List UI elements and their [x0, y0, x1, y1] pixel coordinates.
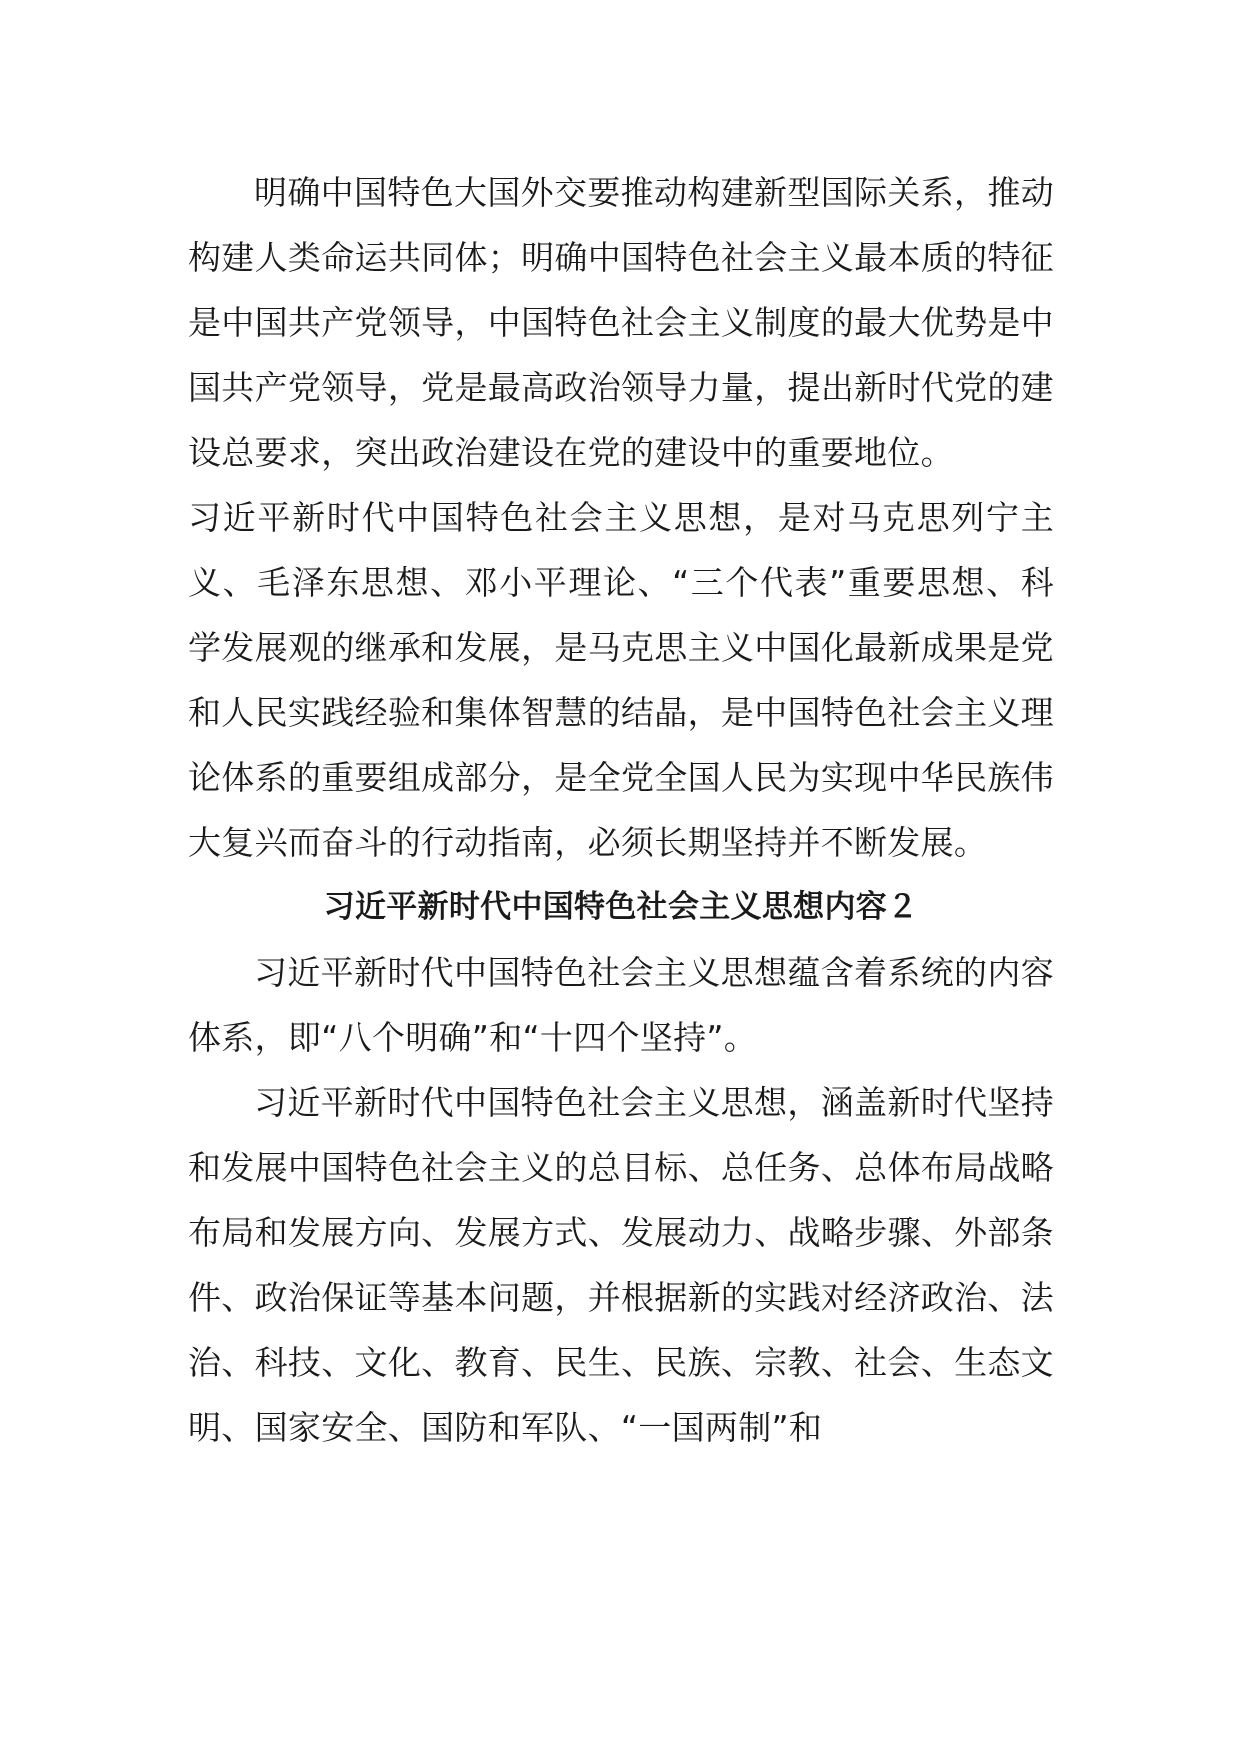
paragraph-content-system: 习近平新时代中国特色社会主义思想蕴含着系统的内容体系，即“八个明确”和“十四个坚持”。 [188, 953, 1054, 1057]
paragraph-thought-coverage: 习近平新时代中国特色社会主义思想，涵盖新时代坚持和发展中国特色社会主义的总目标、总任务、总体布局战略布局和发展方向、发展方式、发展动力、战略步骤、外部条件、政治保证等基本问题，并根据新的实践对经济政治、法治、科技、文化、教育、民生、民族、宗教、社会、生态文明、国家安全、国防和军队、“一国两制”和 [188, 1083, 1054, 1447]
paragraph-foreign-policy-party-leadership: 明确中国特色大国外交要推动构建新型国际关系，推动构建人类命运共同体；明确中国特色社会主义最本质的特征是中国共产党领导，中国特色社会主义制度的最大优势是中国共产党领导，党是最高政治领导力量，提出新时代党的建设总要求，突出政治建设在党的建设中的重要地位。 [188, 173, 1054, 472]
document-body [188, 160, 1054, 1460]
section-heading: 习近平新时代中国特色社会主义思想内容２ [323, 889, 919, 925]
paragraph-thought-significance: 习近平新时代中国特色社会主义思想，是对马克思列宁主义、毛泽东思想、邓小平理论、“三个代表”重要思想、科学发展观的继承和发展，是马克思主义中国化最新成果是党和人民实践经验和集体智慧的结晶，是中国特色社会主义理论体系的重要组成部分，是全党全国人民为实现中华民族伟大复兴而奋斗的行动指南，必须长期坚持并不断发展。 [188, 498, 1054, 862]
